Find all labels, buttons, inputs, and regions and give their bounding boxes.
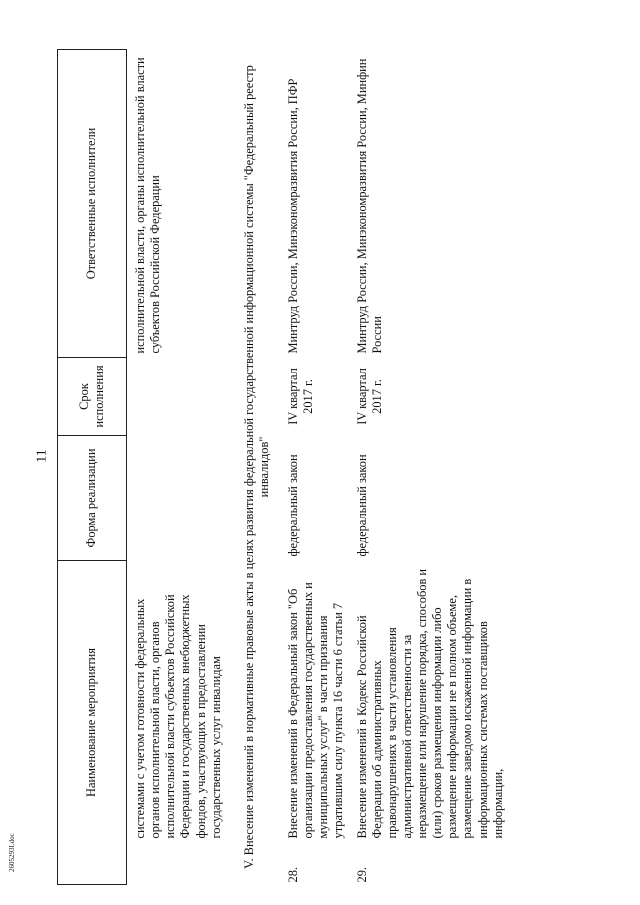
header-activity: Наименование мероприятия — [58, 561, 127, 885]
continuation-activity: системами с учетом готовности федеральных органов исполнительной власти, органов исполнительной власти субъектов Российской Федерации и государственных внебюджетных фондов, участвующих в предоставлении государственных услуг инвалидам — [133, 594, 223, 839]
page-number: 11 — [34, 449, 50, 463]
table-header-row — [58, 50, 127, 885]
row-form: федеральный закон — [354, 454, 369, 557]
header-form: Форма реализации — [58, 436, 127, 561]
row-term: IV квартал 2017 г. — [286, 368, 316, 425]
row-number: 28. — [286, 867, 300, 883]
row-activity: Внесение изменений в Федеральный закон "Об организации предоставления государственных и муниципальных услуг" в части признания утратившим силу пункта 16 части 6 статьи 7 — [286, 582, 346, 839]
rotated-page-body — [57, 50, 612, 885]
section-heading: V. Внесение изменений в нормативные правовые акты в целях развития федеральной государственной информационной системы "Федеральный реестр инвалидов" — [241, 65, 271, 869]
section-heading-row — [226, 50, 280, 885]
activities-table — [57, 49, 508, 885]
continuation-row — [127, 50, 226, 885]
continuation-executors: исполнительной власти, органы исполнительной власти субъектов Российской Федерации — [133, 57, 163, 354]
footer-file-code: 2605293I.doc — [8, 833, 16, 872]
table-row — [280, 50, 349, 885]
header-term: Срок исполнения — [58, 358, 127, 436]
header-executors: Ответственные исполнители — [58, 50, 127, 358]
row-executors: Минтруд России, Минэкономразвития России, ПФР — [286, 78, 300, 354]
table-row — [349, 50, 508, 885]
row-term: IV квартал 2017 г. — [354, 368, 384, 425]
row-number: 29. — [354, 867, 369, 883]
row-activity: Внесение изменений в Кодекс Российской Федерации об административных правонарушениях в части установления административной ответственности за неразмещение или нарушение порядка, способов и (или) сроков размещения информации либо размещение информации не в полном объеме, размещение заведомо искаженной информации в информационных системах поставщиков информации, — [354, 568, 505, 839]
row-form: федеральный закон — [286, 454, 300, 557]
row-executors: Минтруд России, Минэкономразвития России, Минфин России — [354, 58, 384, 354]
